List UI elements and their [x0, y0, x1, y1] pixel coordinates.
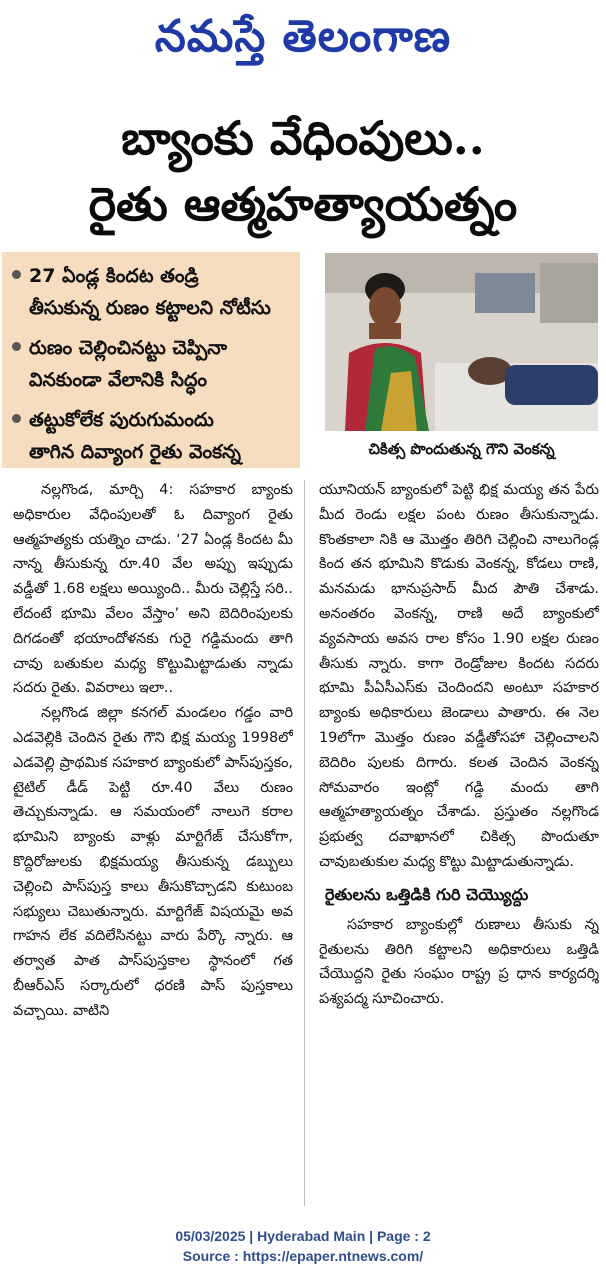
highlight-line: వినకుండా వేలానికి సిద్ధం	[29, 369, 208, 391]
highlight-line: తాగిన దివ్యాంగ రైతు వెంకన్న	[29, 441, 242, 463]
article-paragraph: సహకార బ్యాంకుల్లో రుణాలు తీసుకు న్న రైతులను తిరిగి కట్టాలని అధికారులు ఒత్తిడి చేయొద్దని రైతు సంఘం రాష్ట్ర ప్ర ధాన కార్యదర్శి పశ్యపద్మ సూచించారు.	[319, 916, 599, 1008]
article-paragraph: యూనియన్ బ్యాంకులో పెట్టి భిక్ష మయ్య తన పేరు మీద రెండు లక్షల పంట రుణం తీసుకున్నాడు. కొంతకాలా నికి ఆ మొత్తం తిరిగి చెల్లించి నాలుగెండ్ల కింద తన భూమిని కొడుకు వెంకన్న, కోడలు రాణి, మనమడు భానుప్రసాద్ మీద పౌతి చేశాడు. అనంతరం వెంకన్న, రాణి అదే బ్యాంకులో వ్యవసాయ అవస రాల కోసం 1.90 లక్షల రుణం తీసుకు న్నారు. కాగా రెండ్రోజుల కిందట సదరు భూమి పీఏసీఎస్‌కు చెందిందని అంటూ సహకార బ్యాంకు అధికారులు జెండాలు పాతారు. ఈ నెల 19లోగా మొత్తం రుణం వడ్డీతోసహా చెల్లించాలని బెదిరిం పులకు దిగారు. కలత చెందిన వెంకన్న సోమవారం ఇంట్లో గడ్డి మందు తాగి ఆత్మహత్యాయత్నం చేశాడు. ప్రస్తుతం నల్లగొండ ప్రభుత్వ దవాఖానలో చికిత్స పొందుతూ చావుబతుకుల మధ్య కొట్టు మిట్టాడుతున్నాడు.	[319, 482, 599, 870]
headline-line-1: బ్యాంకు వేధింపులు..	[121, 111, 485, 165]
hospital-scene-illustration	[325, 253, 598, 431]
bullet-icon	[12, 270, 21, 279]
highlight-line: తట్టుకోలేక పురుగుమందు	[29, 409, 214, 431]
headline-line-2: రైతు ఆత్మహత్యాయత్నం	[88, 177, 518, 231]
footer-edition-info: 05/03/2025 | Hyderabad Main | Page : 2	[175, 1228, 431, 1244]
highlight-line: 27 ఏండ్ల కిందట తండ్రి	[29, 265, 199, 287]
footer-source: Source : https://epaper.ntnews.com/	[182, 1248, 424, 1264]
news-photo	[325, 253, 598, 431]
article-column-left	[13, 478, 293, 1208]
photo-caption: చికిత్స పొందుతున్న గౌని వెంకన్న	[368, 440, 555, 458]
highlight-line: తీసుకున్న రుణం కట్టాలని నోటీసు	[29, 297, 271, 319]
article-subheading: రైతులను ఒత్తిడికి గురి చెయ్యొద్దు	[325, 884, 529, 904]
highlight-line: రుణం చెల్లించినట్టు చెప్పినా	[29, 337, 227, 359]
column-divider	[304, 480, 305, 1206]
highlights-box	[2, 252, 300, 468]
bullet-icon	[12, 342, 21, 351]
highlight-item	[12, 260, 294, 324]
masthead-title: నమస్తే తెలంగాణ	[154, 11, 452, 62]
highlight-item	[12, 404, 294, 468]
highlight-item	[12, 332, 294, 396]
article-paragraph: నల్లగొండ, మార్చి 4: సహకార బ్యాంకు అధికారుల వేధింపులతో ఓ దివ్యాంగ రైతు ఆత్మహత్యకు యత్నిం చాడు. ‘27 ఏండ్ల కిందట మీ నాన్న తీసుకున్న రూ.40 వేల అప్పు ఇప్పుడు వడ్డీతో 1.68 లక్షలు అయ్యింది.. మీరు చెల్లిస్తే సరి.. లేదంటే భూమి వేలం వేస్తాం’ అని బెదిరింపులకు దిగడంతో భయాందోళనకు గురై గడ్డిమందు తాగి చావు బతుకుల మధ్య కొట్టుమిట్టాడుతు న్నాడు సదరు రైతు. వివరాలు ఇలా..	[13, 482, 293, 697]
article-paragraph: నల్లగొండ జిల్లా కనగల్ మండలం గడ్డం వారి ఎడవెల్లికి చెందిన రైతు గౌని భిక్ష మయ్య 1998లో ఎడవెల్లి ప్రాథమిక సహకార బ్యాంకులో పాస్‌పుస్తకం, టైటిల్ డీడ్ పెట్టి రూ.40 వేలు రుణం తెచ్చుకున్నాడు. ఆ సమయంలో నాలుగె కరాల భూమిని బ్యాంకు వాళ్లు మార్టిగేజ్ చేసుకోగా, కొద్దిరోజులకు భిక్షమయ్య తీసుకున్న డబ్బులు చెల్లించి పాస్‌పుస్త కాలు తీసుకొచ్చాడని కుటుంబ సభ్యులు చెబుతున్నారు. మార్టిగేజ్ విషయమై అవ గాహన లేక వదిలేసినట్టు వారు పేర్కొ న్నారు. ఆ తర్వాత పాత పాస్‌పుస్తకాల స్థానంలో గత బీఆర్‌ఎస్ సర్కారులో ధరణి పాస్ పుస్తకాలు వచ్చాయి. వాటిని	[13, 705, 293, 1019]
article-column-right	[319, 478, 599, 1208]
bullet-icon	[12, 414, 21, 423]
